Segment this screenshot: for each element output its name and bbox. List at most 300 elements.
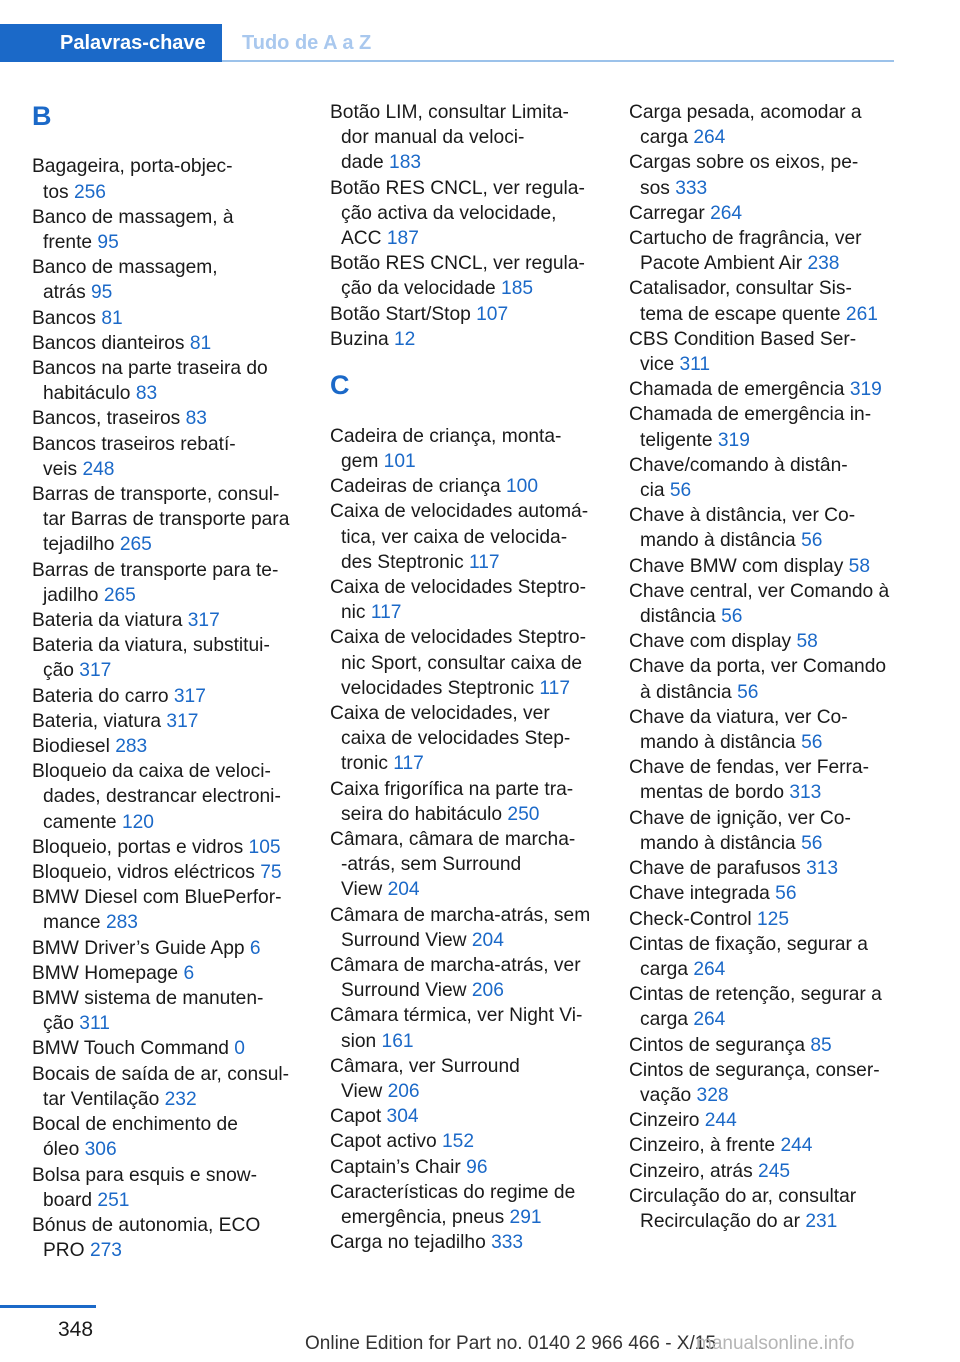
index-entry[interactable] <box>32 1163 302 1213</box>
index-entry[interactable] <box>629 453 897 503</box>
index-entry[interactable] <box>629 1133 897 1158</box>
index-entry[interactable] <box>32 986 302 1036</box>
entry-term: Bolsa para esquis e snow- <box>32 1164 258 1186</box>
index-entry-text <box>629 1133 897 1158</box>
entry-term: à distância <box>640 681 732 703</box>
index-entry[interactable] <box>330 176 600 252</box>
index-entry-text <box>330 777 600 802</box>
index-entry[interactable] <box>629 1159 897 1184</box>
index-entry-text <box>32 709 302 734</box>
index-entry[interactable] <box>32 885 302 935</box>
page-reference-link[interactable]: 313 <box>806 858 839 880</box>
entry-term: BMW sistema de manuten- <box>32 988 264 1010</box>
page-reference-link[interactable]: 125 <box>756 908 789 930</box>
page-reference-link[interactable]: 56 <box>775 883 797 905</box>
index-entry[interactable] <box>32 331 302 356</box>
index-entry-text <box>330 1129 600 1154</box>
page-reference-link[interactable]: 6 <box>249 937 261 959</box>
index-entry[interactable] <box>330 302 600 327</box>
index-entry[interactable] <box>629 579 897 629</box>
index-entry[interactable] <box>629 327 897 377</box>
index-entry-text <box>629 881 897 906</box>
index-entry-text <box>330 978 600 1003</box>
entry-term: Cinzeiro <box>629 1110 700 1132</box>
index-entry[interactable] <box>330 424 600 474</box>
index-entry[interactable] <box>629 629 897 654</box>
page-reference-link[interactable]: 183 <box>389 152 422 174</box>
index-entry-text <box>330 1079 600 1104</box>
index-entry-text <box>32 885 302 910</box>
entry-term: Botão RES CNCL, ver regula- <box>330 253 585 275</box>
index-entry[interactable] <box>330 327 600 352</box>
entry-term: Cargas sobre os eixos, pe- <box>629 152 859 174</box>
index-entry-text <box>330 726 600 751</box>
entry-term: BMW Driver’s Guide App <box>32 937 245 959</box>
index-entry-text <box>32 658 302 683</box>
page-reference-link[interactable]: 0 <box>234 1038 245 1060</box>
entry-term: Caixa de velocidades automá- <box>330 501 589 523</box>
index-entry[interactable] <box>330 1180 600 1230</box>
index-entry[interactable] <box>32 255 302 305</box>
page-reference-link[interactable]: 283 <box>105 912 138 934</box>
page-number: 348 <box>58 1318 94 1341</box>
index-entry-text <box>330 903 600 928</box>
index-entry[interactable] <box>330 100 600 176</box>
page-reference-link[interactable]: 250 <box>507 803 540 825</box>
index-entry[interactable] <box>32 633 302 683</box>
entry-term: tar Ventilação <box>43 1088 160 1110</box>
page-reference-link[interactable]: 273 <box>89 1240 122 1262</box>
index-entry-text <box>32 910 302 935</box>
entry-term: Câmara térmica, ver Night Vi- <box>330 1005 583 1027</box>
page-reference-link[interactable]: 117 <box>469 551 500 573</box>
index-entry-text <box>330 575 600 600</box>
index-entry-text <box>330 1104 600 1129</box>
entry-term: Capot activo <box>330 1131 437 1153</box>
entry-term: mentas de bordo <box>640 782 784 804</box>
entry-term: Bateria da viatura <box>32 610 183 632</box>
page-reference-link[interactable]: 251 <box>97 1189 130 1211</box>
page-reference-link[interactable]: 317 <box>173 685 206 707</box>
index-entry-text <box>629 528 897 553</box>
page-reference-link[interactable]: 83 <box>135 383 158 405</box>
index-entry[interactable] <box>629 402 897 452</box>
index-entry-text <box>629 377 897 402</box>
page-reference-link[interactable]: 58 <box>796 631 818 653</box>
index-entry[interactable] <box>32 759 302 835</box>
page-reference-link[interactable]: 12 <box>394 328 416 350</box>
page-reference-link[interactable]: 311 <box>79 1013 110 1035</box>
index-entry-text <box>629 806 897 831</box>
page-reference-link[interactable]: 256 <box>73 181 106 203</box>
index-entry[interactable] <box>629 982 897 1032</box>
page-reference-link[interactable]: 311 <box>679 354 711 376</box>
page-reference-link[interactable]: 56 <box>721 606 743 628</box>
index-entry[interactable] <box>629 705 897 755</box>
index-entry-text <box>32 482 302 507</box>
entry-term: Bancos <box>32 307 96 329</box>
index-entry-text <box>330 676 600 701</box>
entry-term: Caixa de velocidades, ver <box>330 703 550 725</box>
page-reference-link[interactable]: 333 <box>491 1232 524 1254</box>
index-entry[interactable] <box>32 356 302 406</box>
index-entry-text <box>32 1238 302 1263</box>
index-entry-text <box>330 1003 600 1028</box>
index-entry[interactable] <box>32 684 302 709</box>
index-entry-text <box>629 907 897 932</box>
page-reference-link[interactable]: 105 <box>248 836 281 858</box>
tab-palavras-chave[interactable]: Palavras-chave <box>0 24 222 62</box>
index-entry-text <box>629 125 897 150</box>
page-reference-link[interactable]: 317 <box>79 660 112 682</box>
entry-term: camente <box>43 811 117 833</box>
page-reference-link[interactable]: 58 <box>848 555 871 577</box>
index-entry-text <box>629 982 897 1007</box>
page-reference-link[interactable]: 317 <box>166 710 199 732</box>
entry-term: Check-Control <box>629 908 752 930</box>
index-entry-text <box>629 1083 897 1108</box>
page-reference-link[interactable]: 120 <box>121 811 154 833</box>
page-reference-link[interactable]: 232 <box>164 1088 197 1110</box>
index-entry[interactable] <box>629 554 897 579</box>
page-reference-link[interactable]: 261 <box>845 303 878 325</box>
page-reference-link[interactable]: 56 <box>801 530 823 552</box>
index-entry[interactable] <box>629 1058 897 1108</box>
index-entry[interactable] <box>330 1054 600 1104</box>
index-entry[interactable] <box>32 961 302 986</box>
index-entry-text <box>32 1163 302 1188</box>
index-entry-text <box>32 860 302 885</box>
index-entry-text <box>330 226 600 251</box>
index-entry[interactable] <box>330 827 600 903</box>
index-entry-text <box>32 1213 302 1238</box>
page-reference-link[interactable]: 264 <box>693 958 726 980</box>
index-entry-text <box>629 932 897 957</box>
page-reference-link[interactable]: 100 <box>506 476 539 498</box>
page-reference-link[interactable]: 306 <box>84 1139 117 1161</box>
index-entry-text <box>629 680 897 705</box>
entry-term: Caixa frigorífica na parte tra- <box>330 778 574 800</box>
entry-term: vice <box>640 354 675 376</box>
index-entry-text <box>32 432 302 457</box>
index-entry[interactable] <box>32 306 302 331</box>
index-entry[interactable] <box>629 1108 897 1133</box>
entry-term: Bagageira, porta-objec- <box>32 156 233 178</box>
page-reference-link[interactable]: 83 <box>185 408 207 430</box>
index-entry-text <box>32 306 302 331</box>
index-entry-text <box>629 957 897 982</box>
index-entry-text <box>32 835 302 860</box>
page-reference-link[interactable]: 248 <box>82 458 115 480</box>
entry-term: Cartucho de fragrância, ver <box>629 228 862 250</box>
index-entry-text <box>32 507 302 532</box>
index-entry-text <box>629 150 897 175</box>
index-entry-text <box>629 201 897 226</box>
entry-term: Bancos, traseiros <box>32 408 181 430</box>
page-reference-link[interactable]: 56 <box>801 732 823 754</box>
index-entry-text <box>629 856 897 881</box>
index-entry[interactable] <box>330 251 600 301</box>
entry-term: BMW Diesel com BluePerfor- <box>32 887 282 909</box>
page-reference-link[interactable]: 313 <box>789 782 822 804</box>
index-entry[interactable] <box>629 226 897 276</box>
entry-term: velocidades Steptronic <box>341 677 535 699</box>
entry-term: tica, ver caixa de velocida- <box>341 526 568 548</box>
index-entry[interactable] <box>32 709 302 734</box>
page-reference-link[interactable]: 206 <box>471 980 504 1002</box>
entry-term: óleo <box>43 1139 80 1161</box>
page-reference-link[interactable]: 81 <box>189 332 212 354</box>
index-entry[interactable] <box>629 1033 897 1058</box>
index-entry[interactable] <box>32 432 302 482</box>
index-entry[interactable] <box>330 777 600 827</box>
index-entry-text <box>330 751 600 776</box>
page-reference-link[interactable]: 96 <box>466 1156 488 1178</box>
entry-term: Chave central, ver Comando à <box>629 580 890 602</box>
page-reference-link[interactable]: 264 <box>693 127 726 149</box>
entry-term: tema de escape quente <box>640 303 841 325</box>
index-entry[interactable] <box>330 1003 600 1053</box>
index-entry-text <box>32 1011 302 1036</box>
page-reference-link[interactable]: 117 <box>370 602 402 624</box>
page-reference-link[interactable]: 204 <box>387 879 420 901</box>
entry-term: Chave integrada <box>629 883 770 905</box>
header-tab-bar <box>0 24 894 62</box>
index-entry-text <box>629 100 897 125</box>
entry-term: dade <box>341 152 384 174</box>
entry-term: carga <box>640 127 688 149</box>
page-reference-link[interactable]: 333 <box>675 177 708 199</box>
entry-term: frente <box>43 231 93 253</box>
index-entry-text <box>32 331 302 356</box>
index-entry[interactable] <box>330 701 600 777</box>
index-entry-text <box>629 302 897 327</box>
index-entry[interactable] <box>32 734 302 759</box>
index-entry[interactable] <box>629 150 897 200</box>
index-entry-text <box>629 276 897 301</box>
entry-term: Câmara de marcha-atrás, sem <box>330 904 591 926</box>
index-entry[interactable] <box>629 276 897 326</box>
index-entry[interactable] <box>32 154 302 204</box>
entry-term: Botão LIM, consultar Limita- <box>330 102 569 123</box>
entry-term: Características do regime de <box>330 1181 576 1203</box>
page-reference-link[interactable]: 75 <box>260 862 282 884</box>
footer-accent-line <box>0 1305 96 1308</box>
page-reference-link[interactable]: 319 <box>717 429 750 451</box>
index-entry[interactable] <box>32 860 302 885</box>
index-entry[interactable] <box>32 558 302 608</box>
index-entry[interactable] <box>629 881 897 906</box>
page-reference-link[interactable]: 238 <box>807 253 840 275</box>
entry-term: Chamada de emergência in- <box>629 404 872 426</box>
entry-term: teligente <box>640 429 713 451</box>
entry-term: Bateria da viatura, substitui- <box>32 635 270 657</box>
index-entry[interactable] <box>32 1036 302 1061</box>
entry-term: nic <box>341 602 366 624</box>
index-entry[interactable] <box>330 1230 600 1255</box>
page-reference-link[interactable]: 304 <box>386 1106 419 1128</box>
index-entry-text <box>330 525 600 550</box>
index-entry-text <box>629 478 897 503</box>
page-reference-link[interactable]: 56 <box>669 480 692 502</box>
page-reference-link[interactable]: 107 <box>476 303 509 325</box>
page-reference-link[interactable]: 319 <box>849 379 882 401</box>
index-entry-text <box>629 755 897 780</box>
page-reference-link[interactable]: 161 <box>381 1030 414 1052</box>
entry-term: Caixa de velocidades Steptro- <box>330 627 586 649</box>
index-entry[interactable] <box>330 903 600 953</box>
page-reference-link[interactable]: 244 <box>780 1135 813 1157</box>
page-reference-link[interactable]: 56 <box>801 832 823 854</box>
index-entry-text <box>629 226 897 251</box>
page-reference-link[interactable]: 265 <box>103 584 136 606</box>
index-entry[interactable] <box>629 907 897 932</box>
entry-term: Cinzeiro, atrás <box>629 1160 753 1182</box>
index-entry[interactable] <box>330 499 600 575</box>
index-entry[interactable] <box>330 1155 600 1180</box>
index-entry-text <box>629 251 897 276</box>
entry-term: Cadeira de criança, monta- <box>330 425 562 447</box>
index-entry-text <box>32 280 302 305</box>
page-reference-link[interactable]: 291 <box>509 1207 542 1229</box>
entry-term: Carga no tejadilho <box>330 1232 486 1254</box>
entry-term: Carregar <box>629 202 705 224</box>
entry-term: Caixa de velocidades Steptro- <box>330 577 586 599</box>
entry-term: Bloqueio da caixa de veloci- <box>32 761 271 783</box>
page-reference-link[interactable]: 95 <box>97 231 119 253</box>
index-entry-text <box>32 1137 302 1162</box>
index-entry[interactable] <box>629 377 897 402</box>
index-entry[interactable] <box>32 835 302 860</box>
entry-term: -atrás, sem Surround <box>341 854 522 876</box>
index-entry[interactable] <box>629 1184 897 1234</box>
index-entry[interactable] <box>330 575 600 625</box>
index-entry-text <box>629 352 897 377</box>
index-entry[interactable] <box>629 856 897 881</box>
page-reference-link[interactable]: 6 <box>183 962 195 984</box>
index-entry-text <box>330 1054 600 1079</box>
page-reference-link[interactable]: 264 <box>693 1009 726 1031</box>
index-entry[interactable] <box>629 755 897 805</box>
entry-term: Botão Start/Stop <box>330 303 471 325</box>
page-reference-link[interactable]: 81 <box>101 307 123 329</box>
entry-term: vação <box>640 1084 692 1106</box>
index-entry-text <box>330 600 600 625</box>
index-entry[interactable] <box>32 1213 302 1263</box>
index-column-2 <box>330 100 600 1256</box>
page-reference-link[interactable]: 185 <box>501 278 534 300</box>
entry-term: Bateria do carro <box>32 685 169 707</box>
index-entry[interactable] <box>32 205 302 255</box>
index-entry[interactable] <box>32 936 302 961</box>
tab-tudo-de-a-a-z[interactable]: Tudo de A a Z <box>242 32 372 54</box>
page-reference-link[interactable]: 317 <box>187 610 220 632</box>
index-entry[interactable] <box>32 1062 302 1112</box>
entry-term: mando à distância <box>640 732 796 754</box>
page-reference-link[interactable]: 187 <box>386 228 419 250</box>
index-entry-text <box>32 1062 302 1087</box>
index-entry[interactable] <box>330 474 600 499</box>
index-entry[interactable] <box>629 201 897 226</box>
entry-term: Carga pesada, acomodar a <box>629 102 862 123</box>
index-entry-text <box>629 1058 897 1083</box>
page-reference-link[interactable]: 283 <box>115 736 148 758</box>
index-entry-text <box>330 251 600 276</box>
entry-term: distância <box>640 606 716 628</box>
page-reference-link[interactable]: 245 <box>758 1160 791 1182</box>
entry-term: Bocais de saída de ar, consul- <box>32 1063 290 1085</box>
page-reference-link[interactable]: 117 <box>539 677 570 699</box>
entry-term: Chamada de emergência <box>629 379 845 401</box>
index-entry-text <box>629 1159 897 1184</box>
entry-term: Chave BMW com display <box>629 555 844 577</box>
index-entry[interactable] <box>330 953 600 1003</box>
index-entry[interactable] <box>32 1112 302 1162</box>
index-entry-text <box>32 633 302 658</box>
entry-term: Câmara de marcha-atrás, ver <box>330 955 581 977</box>
entry-term: Bónus de autonomia, ECO <box>32 1214 261 1236</box>
page-reference-link[interactable]: 85 <box>810 1034 832 1056</box>
index-entry-text <box>32 961 302 986</box>
page-reference-link[interactable]: 264 <box>710 202 743 224</box>
entry-term: ção <box>43 1013 74 1035</box>
index-entry[interactable] <box>629 932 897 982</box>
index-entry[interactable] <box>32 608 302 633</box>
index-entry-text <box>629 1184 897 1209</box>
index-entry-text <box>629 453 897 478</box>
index-entry[interactable] <box>629 654 897 704</box>
index-entry[interactable] <box>629 100 897 150</box>
page-reference-link[interactable]: 244 <box>704 1110 737 1132</box>
page-reference-link[interactable]: 231 <box>805 1210 838 1232</box>
index-entry[interactable] <box>330 625 600 701</box>
index-entry[interactable] <box>629 503 897 553</box>
index-entry[interactable] <box>330 1129 600 1154</box>
index-entry[interactable] <box>32 406 302 431</box>
index-entry-text <box>32 608 302 633</box>
page-reference-link[interactable]: 117 <box>393 753 424 775</box>
page-reference-link[interactable]: 152 <box>442 1131 475 1153</box>
entry-term: Câmara, ver Surround <box>330 1055 520 1077</box>
page-reference-link[interactable]: 206 <box>387 1081 420 1103</box>
entry-term: Chave de ignição, ver Co- <box>629 807 851 829</box>
entry-term: Banco de massagem, à <box>32 206 234 228</box>
section-letter: B <box>32 101 52 131</box>
index-entry-text <box>629 604 897 629</box>
index-entry-text <box>330 802 600 827</box>
entry-term: Bancos dianteiros <box>32 332 185 354</box>
index-entry[interactable] <box>32 482 302 558</box>
index-entry-text <box>629 730 897 755</box>
entry-term: Chave/comando à distân- <box>629 454 848 476</box>
page-reference-link[interactable]: 265 <box>119 534 152 556</box>
page-reference-link[interactable]: 56 <box>737 681 759 703</box>
entry-term: Chave de parafusos <box>629 858 801 880</box>
index-column-3 <box>629 100 897 1234</box>
index-entry[interactable] <box>330 1104 600 1129</box>
index-entry-text <box>629 780 897 805</box>
page-reference-link[interactable]: 204 <box>471 929 504 951</box>
page-reference-link[interactable]: 328 <box>696 1084 729 1106</box>
index-entry-text <box>330 953 600 978</box>
index-entry-text <box>629 1007 897 1032</box>
index-entry-text <box>32 230 302 255</box>
entry-term: ção <box>43 660 74 682</box>
page-reference-link[interactable]: 95 <box>91 282 113 304</box>
entry-term: View <box>341 1081 383 1103</box>
page-reference-link[interactable]: 101 <box>383 451 416 472</box>
index-entry[interactable] <box>629 806 897 856</box>
